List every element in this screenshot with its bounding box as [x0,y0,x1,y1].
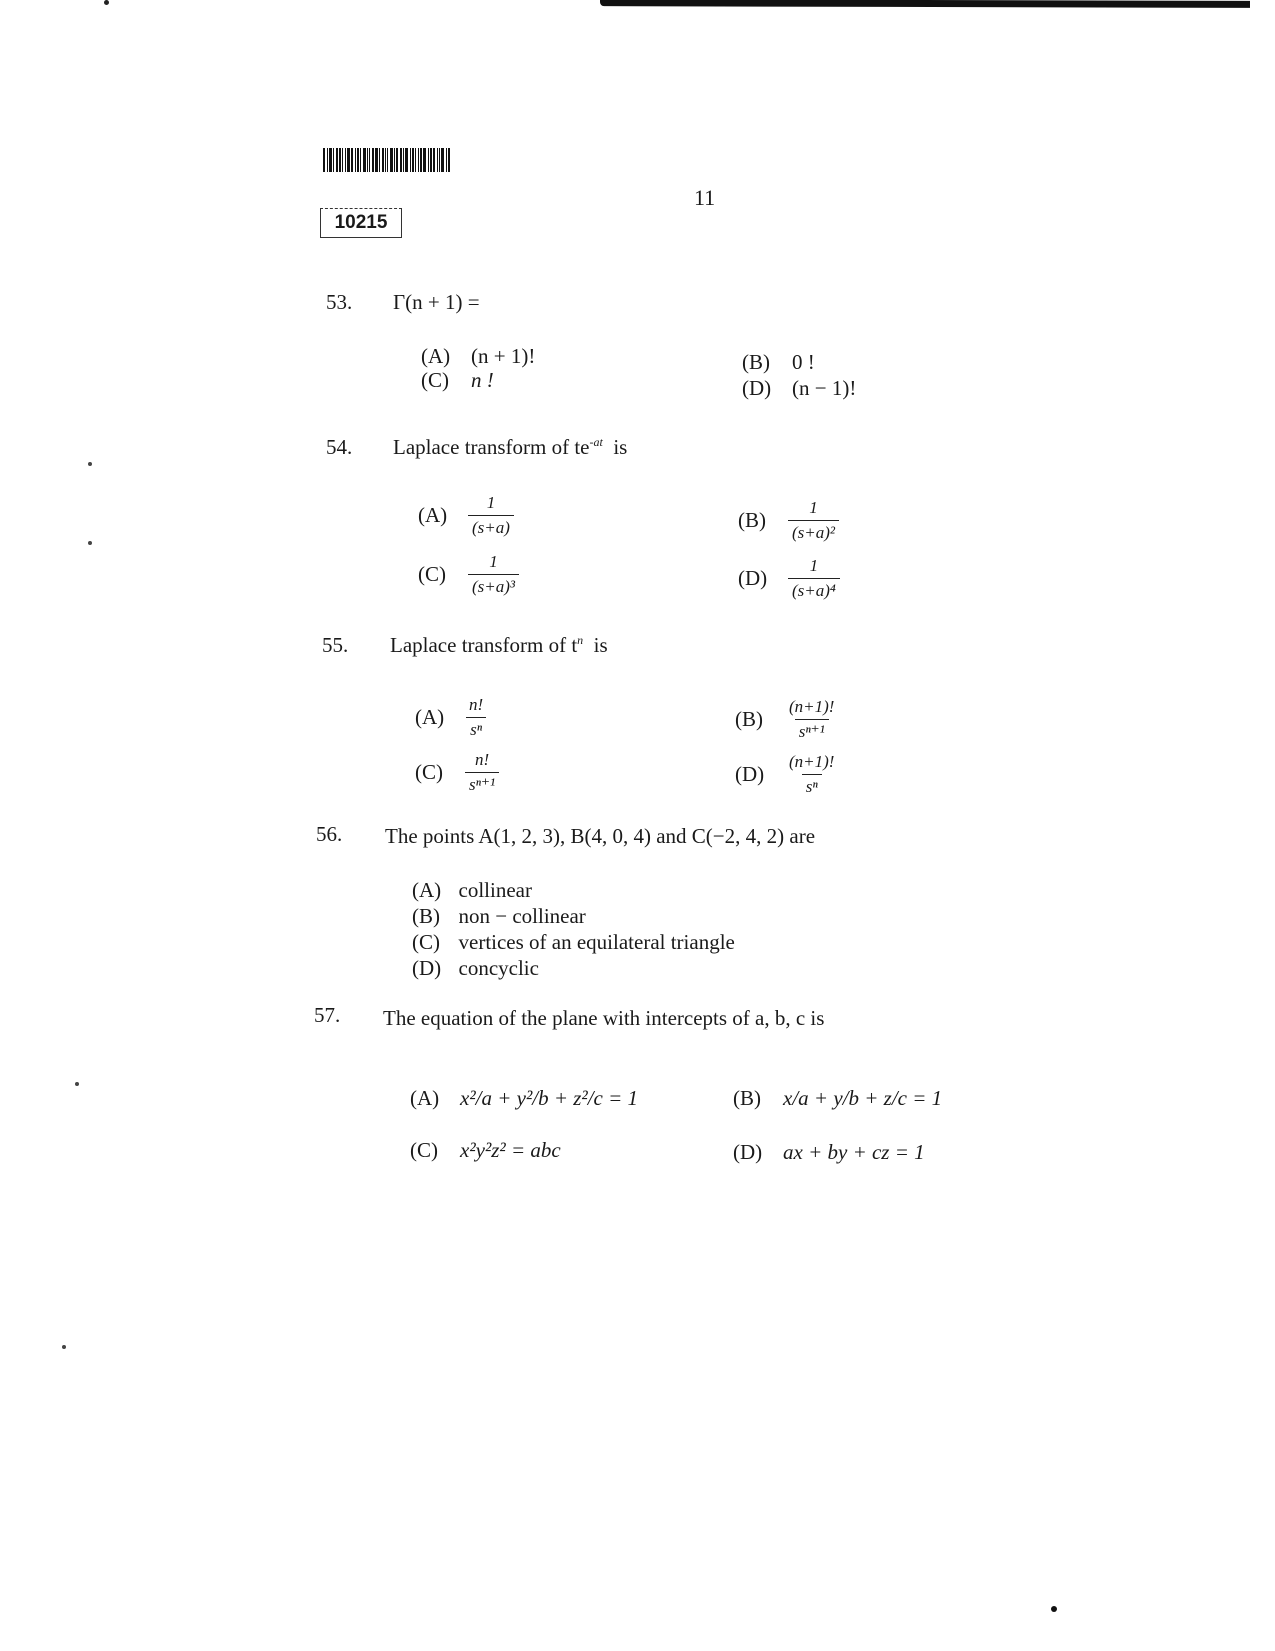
fraction [468,493,514,537]
option-a [415,695,487,739]
question-stem: The equation of the plane with intercepts of a, b, c is [383,1006,825,1030]
barcode-bar [360,148,361,172]
option-d [412,956,539,981]
barcode-bar [367,148,368,172]
scan-speck [88,541,92,545]
barcode-bar [351,148,353,172]
stem-suffix: is [613,435,628,459]
stem-exponent: -at [589,435,603,449]
option-b [412,904,586,929]
numerator: n! [474,750,490,769]
question-stem [393,435,627,460]
barcode-bar [400,148,402,172]
denominator: (s+a)⁴ [788,578,840,601]
option-c [410,1138,561,1163]
barcode-bar [394,148,395,172]
option-c [415,750,499,794]
option-label: (A) [410,1086,440,1110]
option-text: collinear [458,878,532,902]
barcode [323,148,463,172]
scan-speck [1051,1606,1057,1612]
denominator: (s+a) [468,515,514,538]
denominator: (s+a)² [788,520,839,543]
barcode-bar [433,148,435,172]
barcode-bar [385,148,386,172]
page-number: 11 [694,185,716,210]
option-c [412,930,735,955]
question-number: 57. [314,1003,341,1027]
denominator: sⁿ⁺¹ [465,772,499,795]
barcode-bar [446,148,447,172]
numerator: (n+1)! [789,697,835,716]
barcode-bar [342,148,343,172]
fraction [465,750,499,794]
stem-exponent: n [577,633,584,647]
numerator: n! [469,695,484,714]
stem-text: Laplace transform of te [393,435,590,459]
stem-suffix: is [593,633,608,657]
barcode-bar [403,148,404,172]
scan-speck [75,1082,79,1086]
fraction [465,695,487,739]
barcode-bar [345,148,346,172]
barcode-bar [329,148,332,172]
barcode-bar [336,148,338,172]
paper-code-box: 10215 [320,208,402,238]
option-label: (D) [738,565,768,590]
barcode-bar [437,148,438,172]
option-text: concyclic [458,956,539,980]
barcode-bar [412,148,414,172]
denominator: (s+a)³ [468,574,519,597]
option-text: x/a + y/b + z/c = 1 [783,1086,943,1110]
numerator: 1 [489,552,498,571]
question-number: 55. [322,633,349,657]
option-label: (B) [742,350,770,374]
option-a [412,878,532,903]
option-label: (B) [738,507,766,532]
option-label: (D) [742,376,772,400]
barcode-bar [396,148,398,172]
barcode-bar [420,148,422,172]
barcode-bar [418,148,419,172]
scan-speck [88,462,92,466]
question-stem [390,633,608,658]
barcode-bar [372,148,374,172]
barcode-bar [387,148,388,172]
option-text: 0 ! [792,350,815,374]
question-stem: Γ(n + 1) = [393,290,480,314]
barcode-bar [439,148,440,172]
option-text: n ! [471,368,494,392]
barcode-bar [369,148,370,172]
option-label: (C) [415,759,443,784]
option-d [742,376,856,401]
scan-speck [62,1345,66,1349]
numerator: 1 [809,498,818,517]
option-label: (C) [412,930,440,954]
option-b [735,697,838,741]
option-a [418,493,514,537]
question-number: 54. [326,435,353,459]
fraction [468,552,519,596]
option-label: (D) [733,1140,763,1164]
barcode-bar [327,148,328,172]
option-b [738,498,839,542]
option-b [733,1086,942,1111]
stem-text: Laplace transform of t [390,633,578,657]
option-text: x²/a + y²/b + z²/c = 1 [460,1086,639,1110]
barcode-bar [430,148,432,172]
denominator: sⁿ⁺¹ [795,719,829,742]
option-label: (B) [733,1086,761,1110]
option-text: ax + by + cz = 1 [783,1140,925,1164]
barcode-bar [347,148,350,172]
denominator: sⁿ [802,774,822,797]
option-a [410,1086,638,1111]
option-label: (C) [421,368,449,392]
option-d [733,1140,925,1165]
option-label: (C) [410,1138,438,1162]
option-label: (A) [412,878,442,902]
question-number: 56. [316,822,343,846]
barcode-bar [423,148,426,172]
option-text: x²y²z² = abc [460,1138,561,1162]
fraction [788,556,840,600]
numerator: 1 [486,493,496,512]
barcode-bar [375,148,378,172]
denominator: sⁿ [466,717,486,740]
option-d [738,556,840,600]
barcode-bar [410,148,411,172]
question-stem: The points A(1, 2, 3), B(4, 0, 4) and C(−2, 4, 2) are [385,824,816,848]
barcode-bar [355,148,356,172]
numerator: 1 [809,556,819,575]
barcode-bar [441,148,444,172]
barcode-bar [428,148,429,172]
option-label: (A) [418,502,448,527]
barcode-bar [323,148,325,172]
scan-edge-bar [600,0,1250,8]
option-label: (C) [418,561,446,586]
option-b [742,350,815,375]
barcode-bar [357,148,359,172]
option-d [735,752,838,796]
barcode-bar [405,148,408,172]
barcode-bar [390,148,393,172]
barcode-bar [339,148,341,172]
option-a [421,344,535,369]
option-label: (D) [735,761,765,786]
fraction [785,697,838,741]
option-text: non − collinear [458,904,586,928]
option-label: (B) [412,904,440,928]
scan-mark [104,0,109,5]
barcode-bar [415,148,416,172]
question-number: 53. [326,290,353,314]
option-label: (A) [415,704,445,729]
option-label: (B) [735,706,763,731]
barcode-bar [379,148,380,172]
option-text: vertices of an equilateral triangle [458,930,735,954]
barcode-bar [448,148,450,172]
option-label: (D) [412,956,442,980]
barcode-bar [333,148,334,172]
numerator: (n+1)! [789,752,835,771]
option-c [421,368,494,393]
fraction [788,498,839,542]
option-text: (n − 1)! [792,376,857,400]
barcode-bar [382,148,384,172]
fraction [785,752,838,796]
option-c [418,552,519,596]
barcode-bar [363,148,366,172]
option-label: (A) [421,344,451,368]
option-text: (n + 1)! [471,344,536,368]
